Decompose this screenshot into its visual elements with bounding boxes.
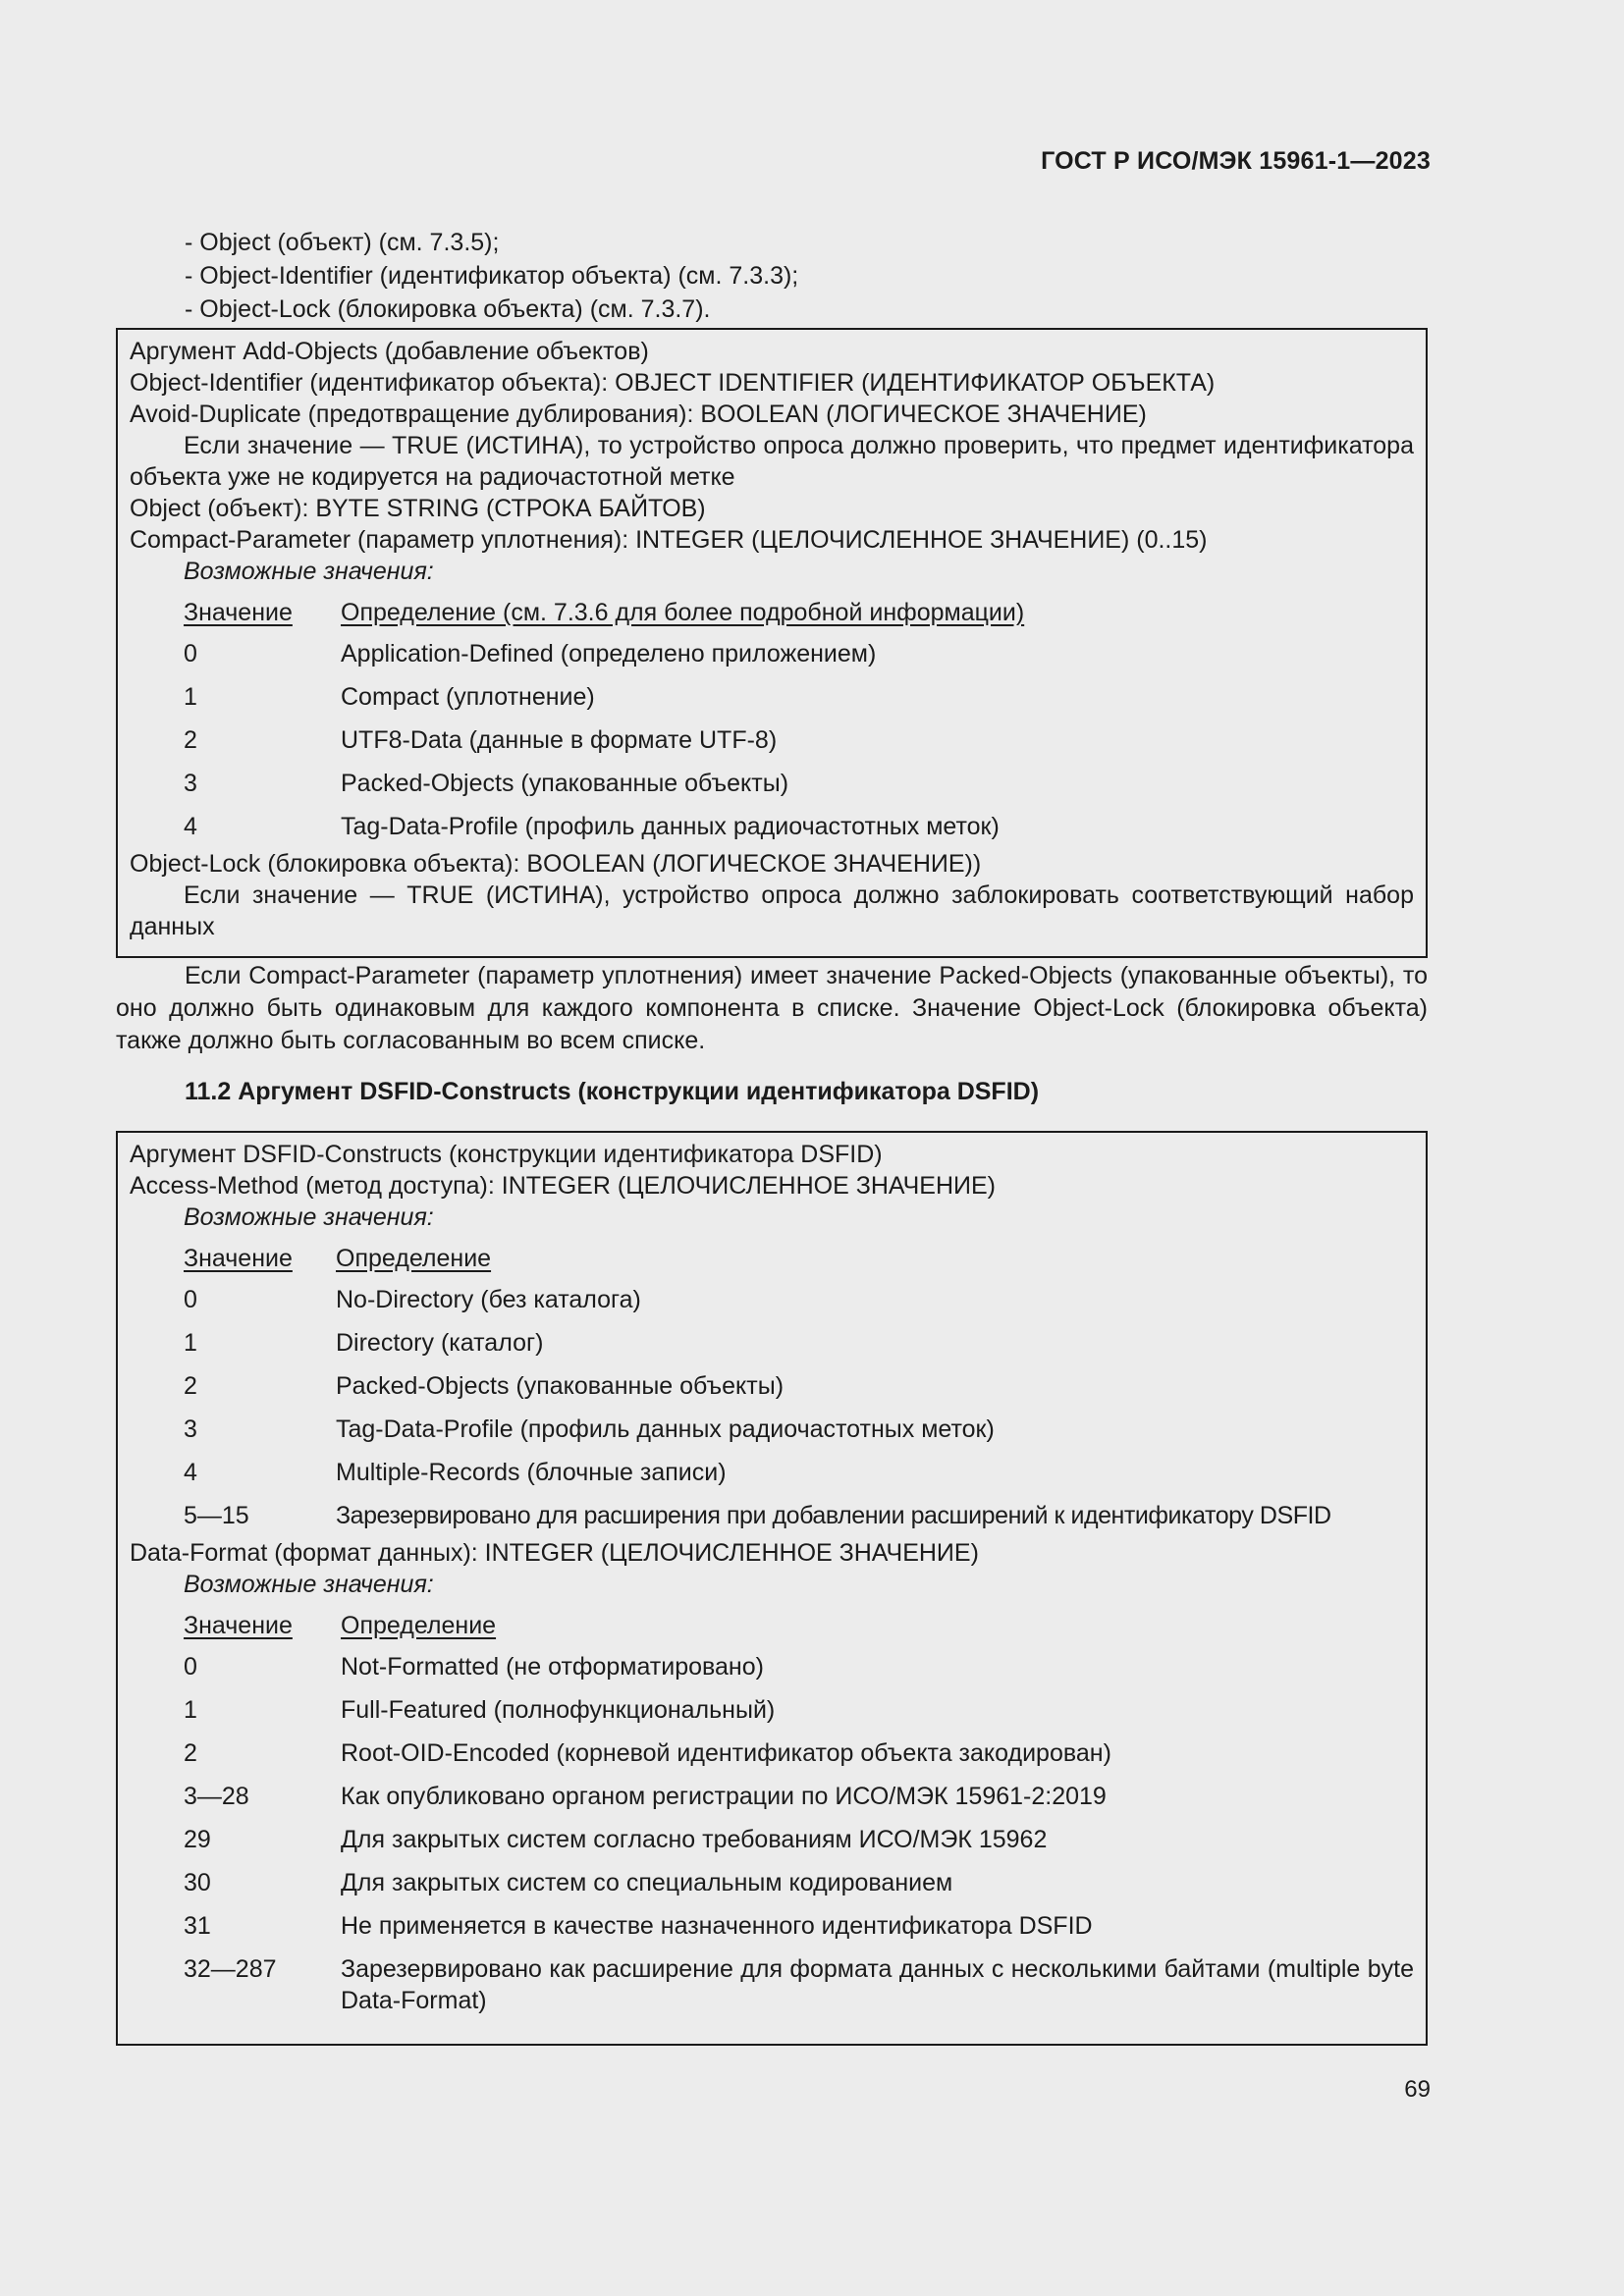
add-objects-box [116,328,1428,958]
table-row [184,1494,1414,1537]
cell-value: 3 [184,1415,197,1443]
cell-definition: Не применяется в качестве назначенного идентификатора DSFID [341,1912,1093,1940]
table-row [184,762,1414,805]
cell-value: 30 [184,1869,211,1896]
avoid-duplicate-description: Если значение — TRUE (ИСТИНА), то устройство опроса должно проверить, что предмет идентификатора объекта уже не кодируется на радиочастотной метке [130,432,1414,491]
cell-definition: Multiple-Records (блочные записи) [336,1459,727,1486]
body-paragraph: Если Compact-Parameter (параметр уплотнения) имеет значение Packed-Objects (упакованные объекты), то оно должно быть одинаковым для каждого компонента в списке. Значение Object-Lock (блокировка объекта) также должно быть согласованным во всем списке. [116,962,1428,1054]
data-format-line: Data-Format (формат данных): INTEGER (ЦЕЛОЧИСЛЕННОЕ ЗНАЧЕНИЕ) [130,1539,979,1567]
box-title: Аргумент Add-Objects (добавление объектов) [130,338,649,365]
section-heading: 11.2 Аргумент DSFID-Constructs (конструкции идентификатора DSFID) [185,1078,1040,1105]
object-line: Object (объект): BYTE STRING (СТРОКА БАЙТОВ) [130,495,706,522]
page-number: 69 [1404,2076,1431,2103]
table-header-row [184,593,1414,632]
column-header-definition: Определение [336,1245,492,1272]
cell-definition: Зарезервировано как расширение для формата данных с несколькими байтами (multiple byte Data-Format) [341,1955,1414,2014]
table-row [184,1451,1414,1494]
table-row [184,1364,1414,1408]
cell-value: 3 [184,770,197,797]
cell-value: 29 [184,1826,211,1853]
table-row [184,805,1414,848]
table-row [184,1645,1414,1688]
cell-definition: Compact (уплотнение) [341,683,595,711]
table-header-row [184,1606,1414,1645]
object-lock-line: Object-Lock (блокировка объекта): BOOLEAN (ЛОГИЧЕСКОЕ ЗНАЧЕНИЕ)) [130,850,982,878]
document-header: ГОСТ Р ИСО/МЭК 15961-1—2023 [1041,147,1431,175]
cell-value: 4 [184,1459,197,1486]
cell-definition: Directory (каталог) [336,1329,544,1357]
table-row [184,1861,1414,1904]
cell-definition: Для закрытых систем согласно требованиям ИСО/МЭК 15962 [341,1826,1048,1853]
object-identifier-line: Object-Identifier (идентификатор объекта): OBJECT IDENTIFIER (ИДЕНТИФИКАТОР ОБЪЕКТА) [130,369,1216,397]
table-row [184,1818,1414,1861]
cell-definition: UTF8-Data (данные в формате UTF-8) [341,726,778,754]
cell-value: 5—15 [184,1502,249,1529]
table-row [184,1904,1414,1948]
table-row [184,1948,1414,2016]
bullet-item: - Object-Lock (блокировка объекта) (см. 7.3.7). [185,295,711,323]
possible-values-label: Возможные значения: [184,1571,434,1598]
cell-definition: Как опубликовано органом регистрации по ИСО/МЭК 15961-2:2019 [341,1783,1107,1810]
table-row [184,1408,1414,1451]
cell-value: 0 [184,640,197,667]
cell-value: 4 [184,813,197,840]
cell-value: 0 [184,1653,197,1681]
cell-definition: Root-OID-Encoded (корневой идентификатор объекта закодирован) [341,1739,1111,1767]
avoid-duplicate-line: Avoid-Duplicate (предотвращение дублирования): BOOLEAN (ЛОГИЧЕСКОЕ ЗНАЧЕНИЕ) [130,400,1147,428]
cell-value: 31 [184,1912,211,1940]
box-title: Аргумент DSFID-Constructs (конструкции идентификатора DSFID) [130,1141,883,1168]
object-lock-description: Если значение — TRUE (ИСТИНА), устройство опроса должно заблокировать соответствующий набор данных [130,881,1414,940]
cell-definition: Для закрытых систем со специальным кодированием [341,1869,953,1896]
table-row [184,675,1414,719]
possible-values-label: Возможные значения: [184,558,434,585]
table-header-row [184,1239,1414,1278]
table-row [184,1688,1414,1732]
cell-value: 1 [184,1329,197,1357]
cell-value: 0 [184,1286,197,1313]
access-method-line: Access-Method (метод доступа): INTEGER (ЦЕЛОЧИСЛЕННОЕ ЗНАЧЕНИЕ) [130,1172,996,1200]
cell-definition: Packed-Objects (упакованные объекты) [336,1372,785,1400]
table-row [184,1732,1414,1775]
column-header-value: Значение [184,1245,293,1272]
compact-parameter-line: Compact-Parameter (параметр уплотнения): INTEGER (ЦЕЛОЧИСЛЕННОЕ ЗНАЧЕНИЕ) (0..15) [130,526,1208,554]
table-row [184,1278,1414,1321]
cell-definition: No-Directory (без каталога) [336,1286,641,1313]
cell-definition: Tag-Data-Profile (профиль данных радиочастотных меток) [341,813,1000,840]
compact-values-table [184,593,1414,848]
column-header-value: Значение [184,599,293,626]
bullet-item: - Object (объект) (см. 7.3.5); [185,229,500,256]
cell-definition: Зарезервировано для расширения при добавлении расширений к идентификатору DSFID [336,1502,1331,1529]
column-header-definition: Определение (см. 7.3.6 для более подробной информации) [341,599,1025,626]
cell-value: 1 [184,1696,197,1724]
column-header-definition: Определение [341,1612,497,1639]
cell-value: 2 [184,726,197,754]
cell-definition: Application-Defined (определено приложением) [341,640,877,667]
cell-definition: Tag-Data-Profile (профиль данных радиочастотных меток) [336,1415,995,1443]
cell-value: 1 [184,683,197,711]
table-row [184,719,1414,762]
dsfid-constructs-box [116,1131,1428,2046]
possible-values-label: Возможные значения: [184,1203,434,1231]
cell-definition: Packed-Objects (упакованные объекты) [341,770,789,797]
table-row [184,1775,1414,1818]
cell-value: 32—287 [184,1955,277,1983]
table-row [184,632,1414,675]
cell-definition: Full-Featured (полнофункциональный) [341,1696,776,1724]
cell-value: 2 [184,1739,197,1767]
column-header-value: Значение [184,1612,293,1639]
data-format-table [184,1606,1414,2016]
cell-value: 2 [184,1372,197,1400]
access-method-table [184,1239,1414,1537]
bullet-list [185,226,798,326]
cell-definition: Not-Formatted (не отформатировано) [341,1653,764,1681]
bullet-item: - Object-Identifier (идентификатор объекта) (см. 7.3.3); [185,262,799,290]
table-row [184,1321,1414,1364]
cell-value: 3—28 [184,1783,249,1810]
